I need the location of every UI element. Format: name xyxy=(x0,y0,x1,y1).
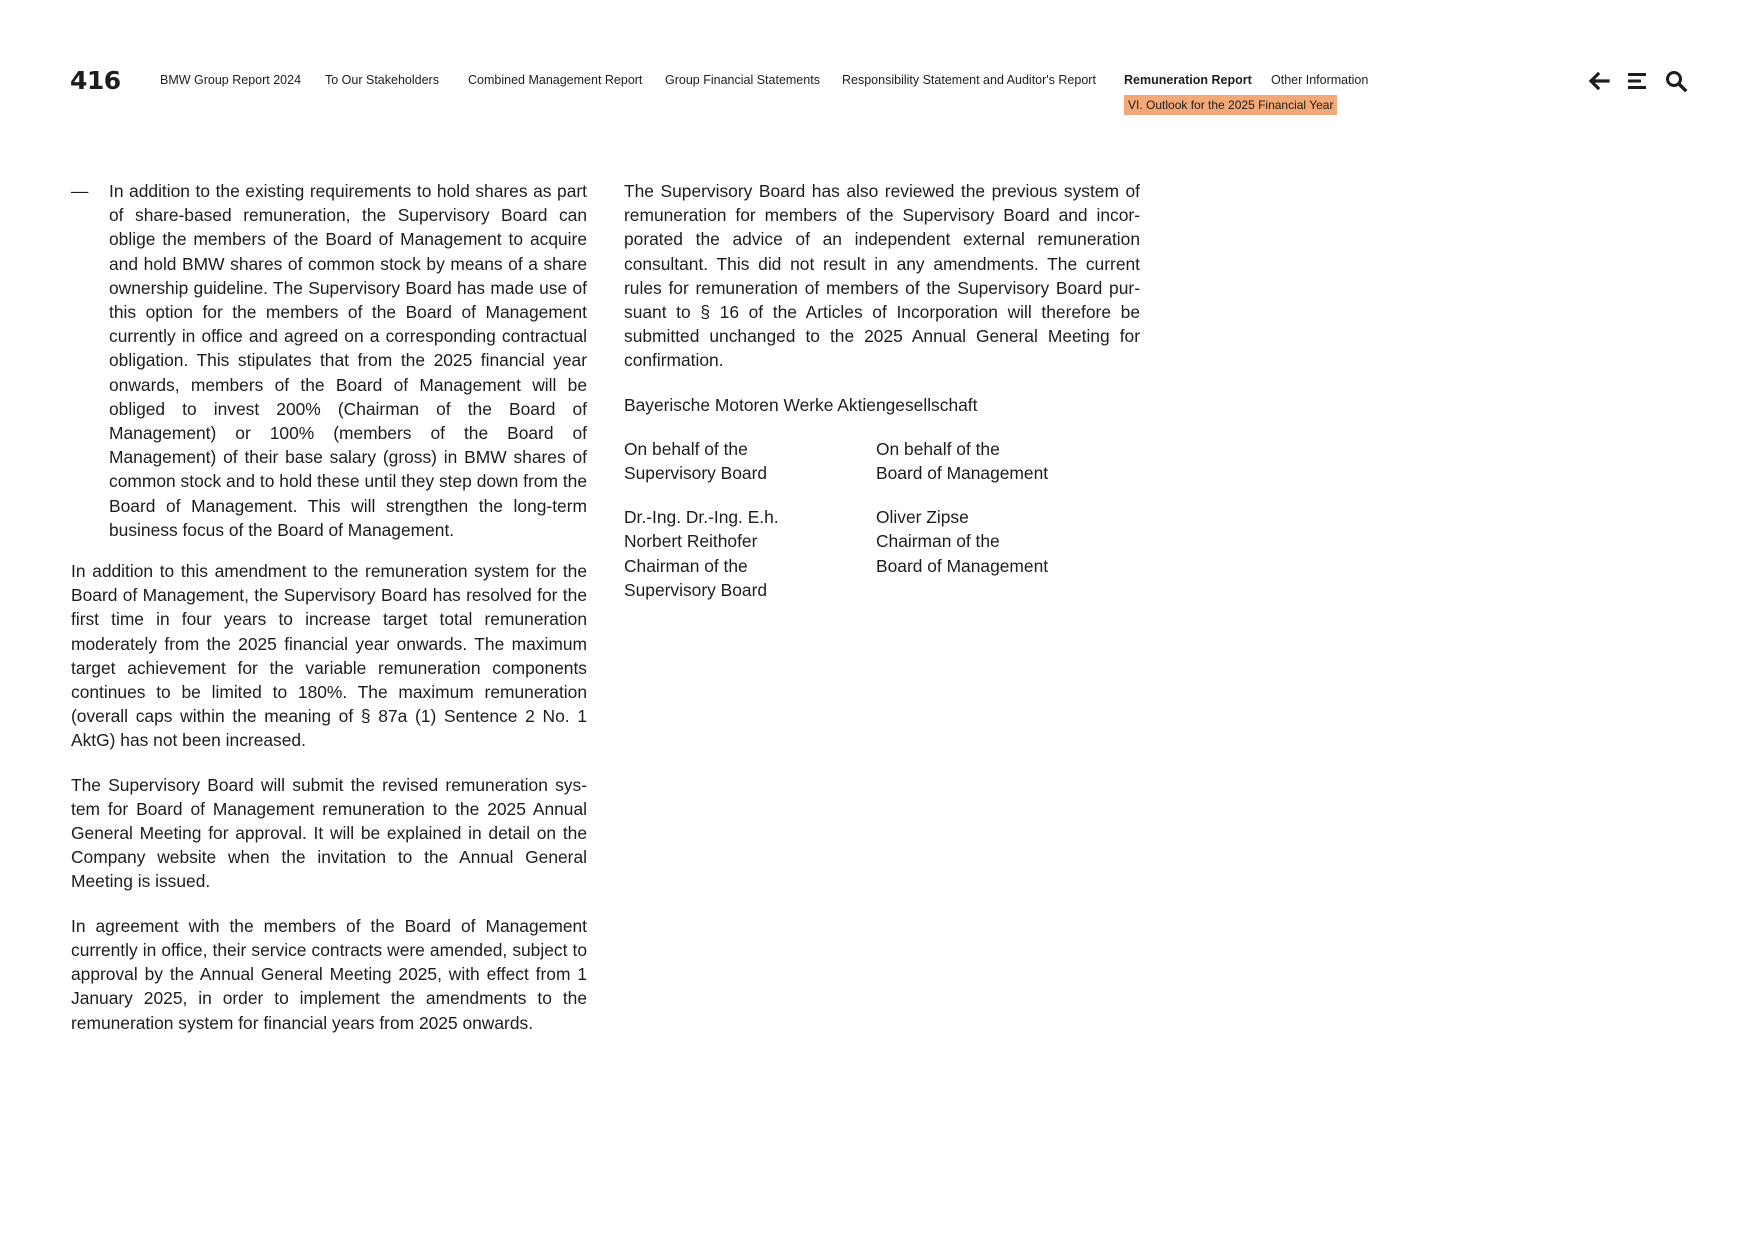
nav-link-remuneration-report[interactable]: Remuneration Report xyxy=(1124,73,1252,87)
right-text-column xyxy=(624,179,1140,602)
current-section-tag[interactable]: VI. Outlook for the 2025 Financial Year xyxy=(1124,95,1337,115)
bullet-text: In addition to the existing requirements to hold shares as part of share-based remuneration, the Supervisory Board can oblige the members of the Board of Management to acquire and hold BMW shares of common stock by means of a share ownership guideline. The Supervisory Board has made use of this option for the members of the Board of Management currently in office and agreed on a corresponding contractual obligation. This stipulates that from the 2025 financial year onwards, members of the Board of Management will be obliged to invest 200% (Chairman of the Board of Management) or 100% (members of the Board of Management) of their base salary (gross) in BMW shares of common stock and to hold these until they step down from the Board of Management. This will strengthen the long-term business focus of the Board of Management. xyxy=(109,181,587,540)
supervisory-board-signer: Dr.-Ing. Dr.-Ing. E.h. Norbert Reithofer Chairman of the Supervisory Board xyxy=(624,507,779,600)
nav-link-combined-management-report[interactable]: Combined Management Report xyxy=(468,73,643,87)
signature-block xyxy=(624,437,1140,602)
paragraph-service-contracts: In agreement with the members of the Board of Management currently in office, their service contracts were amended, subject to approval by the Annual General Meeting 2025, with effect from 1 January 2025, in order to implement the amendments to the remuneration system for financial years from 2025 onwards. xyxy=(71,915,587,1033)
company-name: Bayerische Motoren Werke Aktiengesellschaft xyxy=(624,394,978,415)
bullet-list-item xyxy=(71,179,587,542)
nav-link-other-information[interactable]: Other Information xyxy=(1271,73,1369,87)
paragraph-supervisory-board-review: The Supervisory Board has also reviewed the previous system of remuneration for members of the Supervisory Board and incorporated the advice of an independent external remuneration consultant. This did not result in any amendments. The current rules for remuneration of members of the Supervisory Board pursuant to § 16 of the Articles of Incorporation will therefore be submitted unchanged to the 2025 Annual General Meeting for confirmation. xyxy=(624,181,1140,371)
paragraph-agm-submission: The Supervisory Board will submit the revised remuneration system for Board of Management remuneration to the 2025 Annual General Meeting for approval. It will be explained in detail on the Company website when the invitation to the Annual General Meeting is issued. xyxy=(71,774,587,892)
nav-link-bmw-group-report[interactable]: BMW Group Report 2024 xyxy=(160,73,302,87)
paragraph-remuneration-amendment: In addition to this amendment to the remuneration system for the Board of Management, the Supervisory Board has resolved for the first time in four years to increase target total remuneration moderately from the 2025 financial year onwards. The maximum target achievement for the variable remuneration components continues to be limited to 180%. The maximum remuneration (overall caps within the meaning of § 87a (1) Sentence 2 No. 1 AktG) has not been increased. xyxy=(71,561,587,751)
bullet-dash: — xyxy=(71,181,89,201)
nav-link-responsibility-statement[interactable]: Responsibility Statement and Auditor's Report xyxy=(842,73,1096,87)
back-arrow-icon[interactable] xyxy=(1586,68,1612,94)
nav-link-to-our-stakeholders[interactable]: To Our Stakeholders xyxy=(325,73,439,87)
page-number: 416 xyxy=(70,66,121,95)
left-text-column xyxy=(71,179,587,1055)
management-board-signer: Oliver Zipse Chairman of the Board of Management xyxy=(876,507,1049,576)
nav-link-group-financial-statements[interactable]: Group Financial Statements xyxy=(665,73,820,87)
menu-icon[interactable] xyxy=(1624,68,1650,94)
header-tools xyxy=(1586,68,1696,94)
search-icon[interactable] xyxy=(1663,68,1689,94)
management-board-behalf: On behalf of the Board of Management xyxy=(876,438,1049,484)
supervisory-board-behalf: On behalf of the Supervisory Board xyxy=(624,438,768,484)
